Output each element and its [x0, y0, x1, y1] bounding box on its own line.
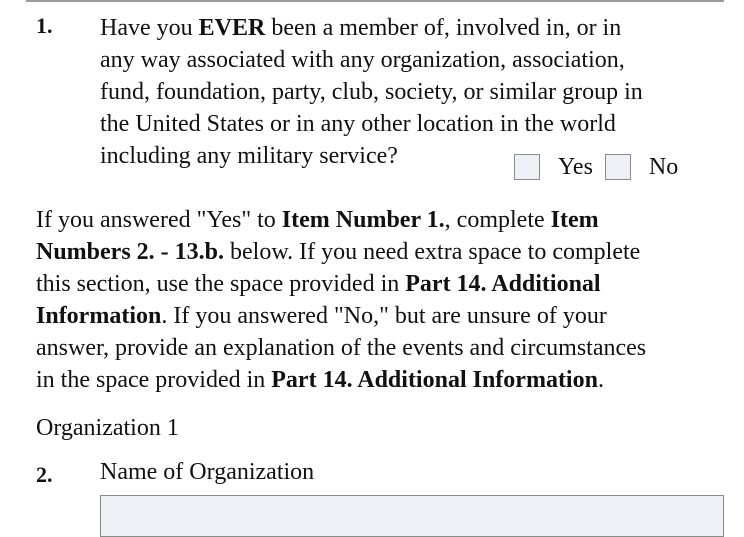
- emphasis-ever: EVER: [198, 15, 266, 41]
- instructions-line: in the space provided in Part 14. Additional Information.: [36, 367, 604, 393]
- organization-name-input[interactable]: [100, 495, 724, 537]
- question-1-line: fund, foundation, party, club, society, or similar group in: [100, 79, 643, 105]
- instructions-line: If you answered "Yes" to Item Number 1., complete Item: [36, 207, 599, 233]
- question-1-line: including any military service?: [100, 143, 398, 169]
- organization-name-label: Name of Organization: [100, 459, 315, 485]
- yes-label: Yes: [558, 153, 593, 180]
- question-1-line: any way associated with any organization, association,: [100, 47, 625, 73]
- instructions-line: this section, use the space provided in Part 14. Additional: [36, 271, 601, 297]
- yes-checkbox[interactable]: [514, 154, 540, 180]
- section-top-rule: [26, 0, 724, 2]
- question-1-line: Have you EVER been a member of, involved in, or in: [100, 15, 622, 41]
- question-1-options: [514, 151, 690, 183]
- question-1-text: [100, 12, 720, 172]
- instructions-line: answer, provide an explanation of the events and circumstances: [36, 335, 647, 361]
- instructions-line: Numbers 2. - 13.b. below. If you need extra space to complete: [36, 239, 641, 265]
- no-checkbox[interactable]: [605, 154, 631, 180]
- organization-heading: Organization 1: [36, 415, 179, 441]
- question-1-number: 1.: [36, 13, 53, 38]
- question-2-number: 2.: [36, 462, 53, 487]
- instructions-paragraph: [36, 204, 736, 396]
- instructions-line: Information. If you answered "No," but are unsure of your: [36, 303, 607, 329]
- no-label: No: [648, 153, 679, 180]
- question-1-line: the United States or in any other location in the world: [100, 111, 616, 137]
